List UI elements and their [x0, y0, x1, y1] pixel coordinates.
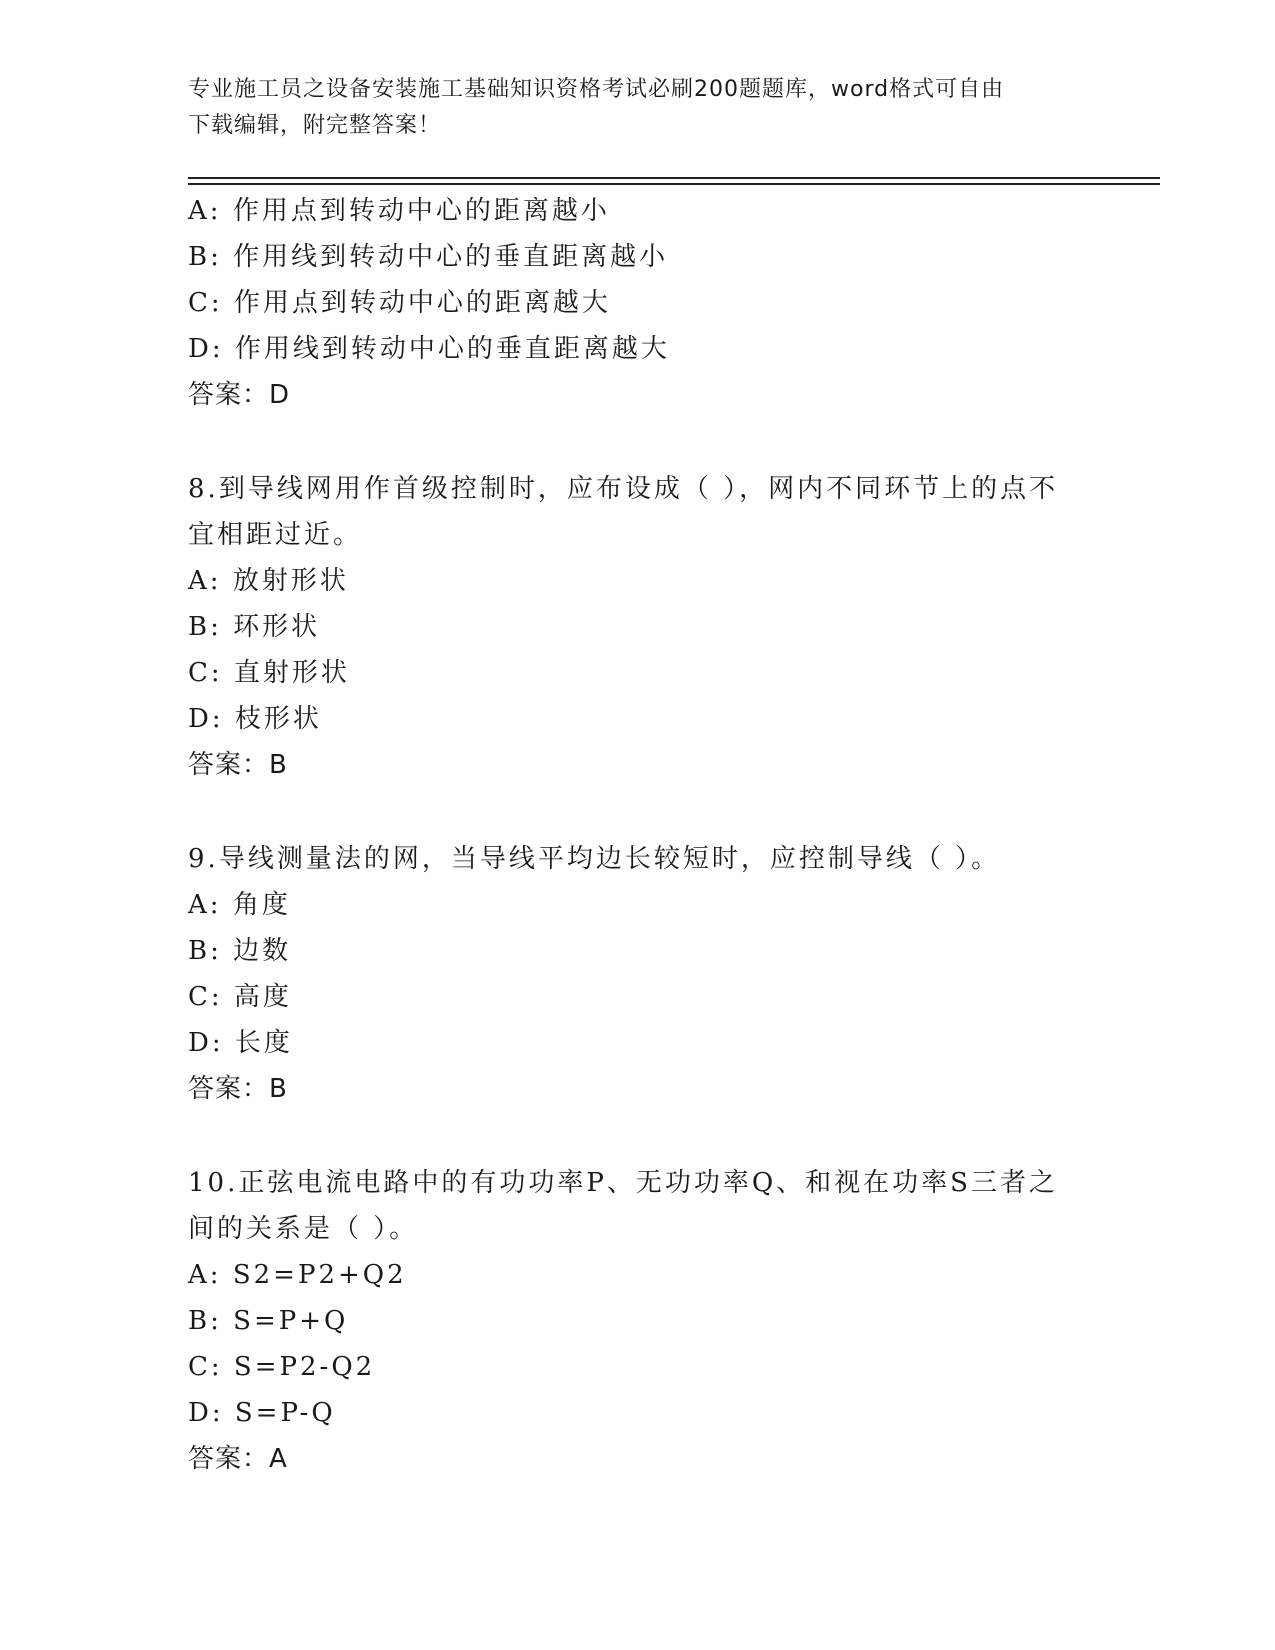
header-line-1: 专业施工员之设备安装施工基础知识资格考试必刷200题题库，word格式可自由: [188, 77, 1005, 102]
question-text-continued: 宜相距过近。: [188, 520, 363, 550]
option-a: A: 作用点到转动中心的距离越小: [188, 196, 610, 226]
answer-value: D: [269, 380, 291, 410]
question-7: [188, 188, 1088, 418]
option-c: C: S=P2-Q2: [188, 1352, 376, 1382]
answer-line: 答案：A: [188, 1444, 288, 1474]
answer-line: 答案：B: [188, 1074, 288, 1104]
answer-value: A: [269, 1444, 288, 1474]
answer-value: B: [269, 750, 288, 780]
option-d: D: 长度: [188, 1028, 293, 1058]
option-c: C: 高度: [188, 982, 292, 1012]
header-divider-top: [188, 177, 1160, 179]
header-divider-bottom: [188, 183, 1160, 185]
option-d: D: S=P-Q: [188, 1398, 336, 1428]
question-text-continued: 间的关系是（ ）。: [188, 1214, 419, 1244]
option-a: A: S2=P2+Q2: [188, 1260, 407, 1290]
question-10: [188, 1160, 1088, 1482]
question-8: [188, 466, 1088, 788]
question-text: 8 . 到导线网用作首级控制时，应布设成（ ），网内不同环节上的点不: [188, 466, 1088, 512]
header-line-2: 下载编辑，附完整答案！: [188, 113, 442, 138]
question-9: [188, 836, 1088, 1112]
option-b: B: S=P+Q: [188, 1306, 349, 1336]
answer-line: 答案：D: [188, 380, 291, 410]
document-header: [188, 72, 1068, 144]
question-list: [188, 188, 1088, 1482]
option-b: B: 作用线到转动中心的垂直距离越小: [188, 242, 669, 272]
question-text: 10 . 正弦电流电路中的有功功率P、无功功率Q、和视在功率S三者之: [188, 1160, 1088, 1206]
option-d: D: 枝形状: [188, 704, 322, 734]
question-text: 9 . 导线测量法的网，当导线平均边长较短时，应控制导线（ ）。: [188, 836, 1088, 882]
option-a: A: 角度: [188, 890, 291, 920]
option-d: D: 作用线到转动中心的垂直距离越大: [188, 334, 670, 364]
answer-value: B: [269, 1074, 288, 1104]
option-c: C: 作用点到转动中心的距离越大: [188, 288, 611, 318]
option-b: B: 环形状: [188, 612, 321, 642]
option-a: A: 放射形状: [188, 566, 349, 596]
answer-line: 答案：B: [188, 750, 288, 780]
option-b: B: 边数: [188, 936, 292, 966]
option-c: C: 直射形状: [188, 658, 350, 688]
